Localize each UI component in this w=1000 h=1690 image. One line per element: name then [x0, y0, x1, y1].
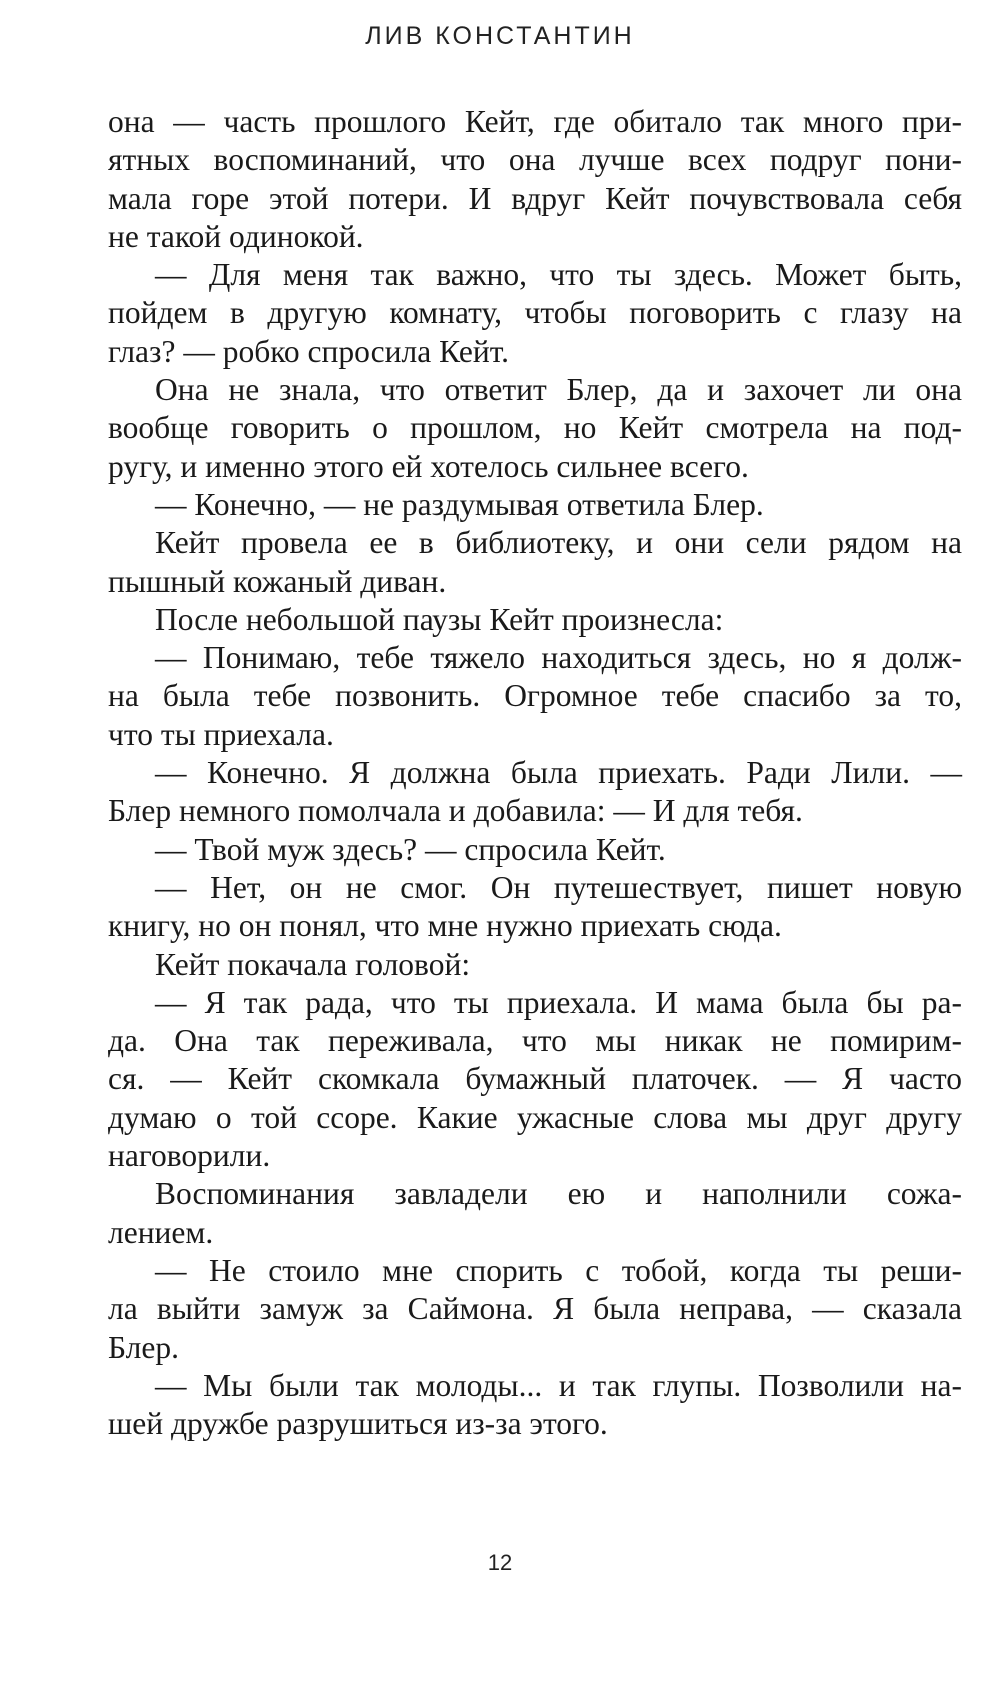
text-line: — Я так рада, что ты приехала. И мама была бы ра- [155, 984, 962, 1020]
text-line: вообще говорить о прошлом, но Кейт смотрела на под- [108, 410, 962, 446]
text-line: Блер. [108, 1329, 179, 1365]
text-line: что ты приехала. [108, 716, 334, 752]
text-line: ся. — Кейт скомкала бумажный платочек. — Я часто [108, 1061, 962, 1097]
text-line: После небольшой паузы Кейт произнесла: [155, 601, 724, 637]
text-line: — Конечно. Я должна была приехать. Ради Лили. — [155, 755, 962, 791]
text-line: ругу, и именно этого ей хотелось сильнее всего. [108, 448, 749, 484]
running-head: ЛИВ КОНСТАНТИН [365, 22, 635, 50]
text-line: ятных воспоминаний, что она лучше всех подруг пони- [108, 142, 962, 178]
text-line: — Нет, он не смог. Он путешествует, пишет новую [155, 869, 962, 905]
text-line: ла выйти замуж за Саймона. Я была неправа, — сказала [108, 1291, 962, 1327]
text-line: она — часть прошлого Кейт, где обитало так много при- [108, 104, 962, 139]
text-line: книгу, но он понял, что мне нужно приехать сюда. [108, 908, 782, 944]
text-line: глаз? — робко спросила Кейт. [108, 333, 510, 369]
text-line: Блер немного помолчала и добавила: — И для тебя. [108, 793, 803, 829]
body-text [108, 103, 962, 1443]
text-line: — Твой муж здесь? — спросила Кейт. [155, 831, 666, 867]
text-line: Она не знала, что ответит Блер, да и захочет ли она [155, 372, 962, 408]
text-line: — Мы были так молоды... и так глупы. Позволили на- [155, 1367, 962, 1403]
text-line: пышный кожаный диван. [108, 563, 447, 599]
text-line: на была тебе позвонить. Огромное тебе спасибо за то, [108, 678, 962, 714]
text-line: — Не стоило мне спорить с тобой, когда ты реши- [155, 1252, 962, 1288]
text-line: да. Она так переживала, что мы никак не помирим- [108, 1023, 962, 1059]
text-line: — Конечно, — не раздумывая ответила Блер. [155, 486, 764, 522]
text-line: — Для меня так важно, что ты здесь. Может быть, [155, 257, 962, 293]
text-line: не такой одинокой. [108, 218, 364, 254]
text-line: лением. [108, 1214, 214, 1250]
page-number: 12 [487, 1550, 513, 1575]
text-line: наговорили. [108, 1138, 271, 1174]
text-line: пойдем в другую комнату, чтобы поговорить с глазу на [108, 295, 962, 331]
text-line: думаю о той ссоре. Какие ужасные слова мы друг другу [108, 1099, 962, 1135]
text-line: Кейт провела ее в библиотеку, и они сели рядом на [155, 525, 962, 561]
text-line: мала горе этой потери. И вдруг Кейт почувствовала себя [108, 180, 962, 216]
text-line: Кейт покачала головой: [155, 946, 471, 982]
text-line: — Понимаю, тебе тяжело находиться здесь, но я долж- [155, 640, 962, 676]
text-line: Воспоминания завладели ею и наполнили сожа- [155, 1176, 962, 1212]
text-line: шей дружбе разрушиться из-за этого. [108, 1406, 608, 1442]
